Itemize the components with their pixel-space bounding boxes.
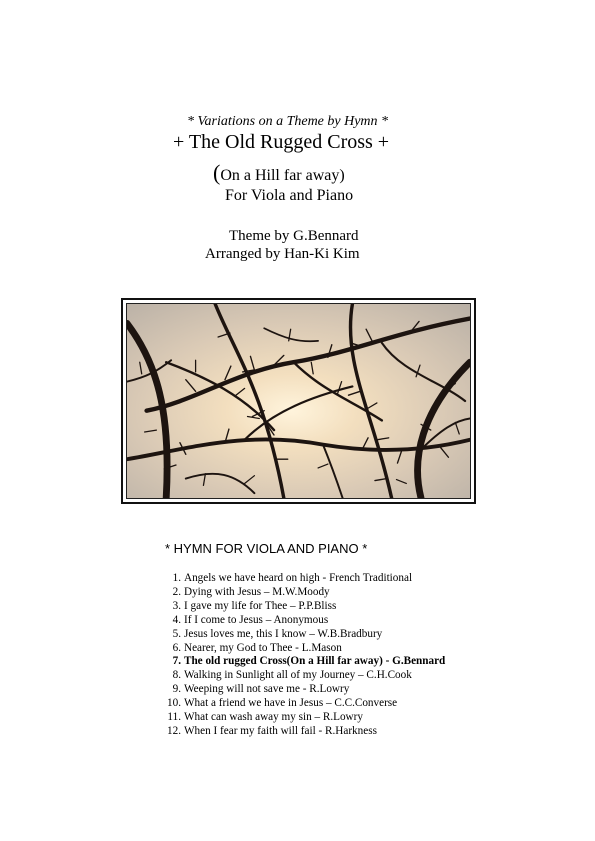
cover-photo-frame xyxy=(121,298,476,504)
hymn-title: When I fear my faith will fail - R.Harkness xyxy=(184,724,377,737)
hymn-list-item xyxy=(163,600,445,614)
hymn-number: 8. xyxy=(172,669,181,682)
hymn-number: 3. xyxy=(172,599,181,612)
hymn-list-item xyxy=(163,669,445,683)
hymn-list-item xyxy=(163,572,445,586)
arranger-credit: Arranged by Han-Ki Kim xyxy=(205,246,360,262)
hymn-number: 9. xyxy=(172,683,181,696)
thorn-branches-image xyxy=(127,304,470,498)
instrumentation: For Viola and Piano xyxy=(225,187,354,204)
hymn-number: 1. xyxy=(172,572,181,584)
hymn-list-item xyxy=(163,614,445,628)
hymn-list-item xyxy=(163,711,445,725)
alt-title-text: On a Hill far away) xyxy=(220,167,345,184)
hymn-list-item xyxy=(163,725,445,739)
hymn-list-heading: * HYMN FOR VIOLA AND PIANO * xyxy=(165,541,368,556)
hymn-title: Dying with Jesus – M.W.Moody xyxy=(184,585,330,598)
main-title: + The Old Rugged Cross + xyxy=(173,131,390,153)
hymn-title: Walking in Sunlight all of my Journey – C.H.Cook xyxy=(184,669,412,682)
hymn-title: If I come to Jesus – Anonymous xyxy=(184,613,329,626)
hymn-number: 7. xyxy=(172,655,181,668)
hymn-list-item xyxy=(163,642,445,656)
hymn-number: 6. xyxy=(172,641,181,654)
alt-title xyxy=(213,160,345,186)
hymn-number: 2. xyxy=(172,585,181,598)
hymn-list-item xyxy=(163,586,445,600)
hymn-title: Jesus loves me, this I know – W.B.Bradbury xyxy=(184,627,383,640)
hymn-title: I gave my life for Thee – P.P.Bliss xyxy=(184,599,337,612)
hymn-number: 11. xyxy=(167,711,181,724)
hymn-number: 12. xyxy=(167,724,181,737)
cover-photo xyxy=(126,303,471,499)
alt-title-paren: ( xyxy=(213,160,221,185)
hymn-list-item xyxy=(163,683,445,697)
hymn-list xyxy=(163,572,445,739)
composer-credit: Theme by G.Bennard xyxy=(229,228,359,244)
hymn-number: 5. xyxy=(172,627,181,640)
hymn-list-item xyxy=(163,628,445,642)
series-title: * Variations on a Theme by Hymn * xyxy=(187,114,389,129)
hymn-list-item xyxy=(163,697,445,711)
hymn-number: 4. xyxy=(172,613,181,626)
hymn-number: 10. xyxy=(167,697,181,710)
hymn-title: What a friend we have in Jesus – C.C.Converse xyxy=(184,697,398,710)
hymn-title: Angels we have heard on high - French Traditional xyxy=(184,572,413,584)
hymn-title: Nearer, my God to Thee - L.Mason xyxy=(184,641,342,654)
hymn-title: Weeping will not save me - R.Lowry xyxy=(184,683,350,696)
hymn-list-item xyxy=(163,655,445,669)
hymn-title: What can wash away my sin – R.Lowry xyxy=(184,711,363,724)
hymn-title: The old rugged Cross(On a Hill far away) - G.Bennard xyxy=(184,655,446,668)
